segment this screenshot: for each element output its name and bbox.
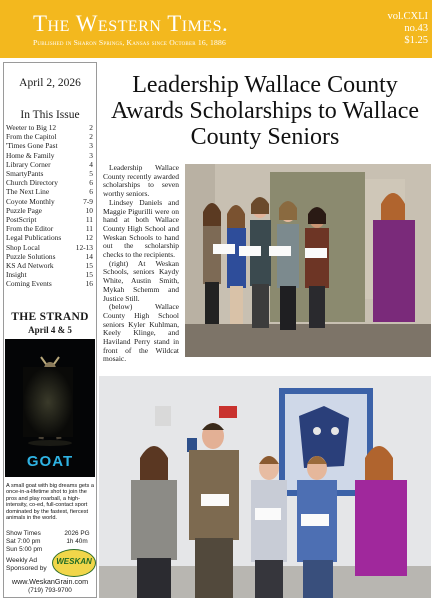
- toc-item[interactable]: [6, 151, 94, 160]
- group-photo-image: [185, 164, 431, 357]
- toc-item-page: 6: [89, 187, 93, 197]
- toc-item-page: 15: [85, 270, 93, 280]
- toc-item[interactable]: [6, 224, 94, 233]
- toc-item-page: 11: [85, 224, 93, 234]
- toc-item-title: Library Corner: [6, 159, 51, 169]
- issue-date: April 2, 2026: [19, 77, 81, 89]
- toc-item-page: 7-9: [83, 196, 93, 206]
- toc-item[interactable]: [6, 206, 94, 215]
- toc-item-title: SmartyPants: [6, 169, 44, 179]
- movie-rating: [60, 530, 94, 546]
- showtimes-label: Show Times: [6, 530, 41, 537]
- movie-title: GOAT: [26, 453, 74, 470]
- sidebar: [3, 62, 97, 598]
- article-paragraph: Leadership Wallace County recently awarded scholarships to seven worthy seniors.: [103, 163, 179, 199]
- rating-label: 2026 PG: [64, 530, 90, 537]
- sponsor-website[interactable]: www.WeskanGrain.com: [11, 577, 89, 586]
- toc-item-page: 11: [85, 215, 93, 225]
- toc-item-page: 16: [85, 279, 93, 289]
- newspaper-title: The Western Times.: [33, 11, 229, 36]
- toc-item-title: PostScript: [6, 215, 37, 225]
- toc-item[interactable]: [6, 233, 94, 242]
- sponsor-phone: (719) 793-9700: [28, 587, 72, 594]
- toc-item[interactable]: [6, 252, 94, 261]
- toc-item[interactable]: [6, 123, 94, 132]
- toc-item-title: KS Ad Network: [6, 261, 54, 271]
- toc-item[interactable]: [6, 279, 94, 288]
- toc-item-page: 15: [85, 261, 93, 271]
- toc-item[interactable]: [6, 169, 94, 178]
- toc-item-page: 3: [89, 141, 93, 151]
- toc-item-title: Weeter to Big 12: [6, 123, 57, 132]
- toc-item-title: Coming Events: [6, 279, 52, 289]
- toc-item-page: 6: [89, 178, 93, 188]
- poster-spotlight: [23, 367, 73, 437]
- toc-item-page: 2: [89, 132, 93, 142]
- toc-item-title: 'Times Gone Past: [6, 141, 58, 151]
- volume-label: vol.CXLI: [387, 11, 428, 22]
- toc-item[interactable]: [6, 215, 94, 224]
- toc-item-title: Church Directory: [6, 178, 58, 188]
- newspaper-subtitle: Published in Sharon Springs, Kansas since October 16, 1886: [33, 38, 227, 47]
- article-body: [103, 164, 179, 364]
- toc-item-title: Legal Publications: [6, 233, 62, 243]
- toc-item-title: From the Editor: [6, 224, 54, 234]
- table-of-contents: [6, 123, 94, 289]
- toc-item-title: Insight: [6, 270, 27, 280]
- article-paragraph: (right) At Weskan Schools, seniors Kaydy White, Austin Smith, Mykah Schemm and Justice Still.: [103, 258, 179, 303]
- toc-item-page: 10: [85, 205, 93, 215]
- showtime: Sun 5:00 pm: [6, 546, 43, 553]
- toc-item[interactable]: [6, 270, 94, 279]
- toc-item[interactable]: [6, 178, 94, 187]
- toc-item-page: 12: [85, 233, 93, 243]
- weskan-logo-text: WESKAN: [56, 557, 92, 566]
- theater-name: THE STRAND: [11, 311, 89, 323]
- toc-item-page: 14: [85, 251, 93, 261]
- masthead: [0, 0, 432, 58]
- toc-heading: In This Issue: [20, 109, 80, 121]
- toc-item[interactable]: [6, 187, 94, 196]
- toc-item-page: 12-13: [75, 242, 93, 252]
- toc-item[interactable]: [6, 261, 94, 270]
- toc-item[interactable]: [6, 132, 94, 141]
- price-label: $1.25: [404, 35, 428, 46]
- toc-item-title: Coyote Monthly: [6, 196, 55, 206]
- theater-dates: April 4 & 5: [28, 325, 72, 335]
- toc-item-page: 4: [89, 159, 93, 169]
- toc-item-title: Home & Family: [6, 150, 55, 160]
- movie-synopsis: A small goat with big dreams gets a once-in-a-lifetime shot to join the pros and play roarball, a high-intensity, co-ed, full-contact sport dominated by the fastest, fiercest animals in the world.: [6, 483, 94, 522]
- showtime: Sat 7:00 pm: [6, 538, 41, 545]
- toc-item-title: From the Capitol: [6, 132, 57, 142]
- weskan-logo: [52, 549, 96, 577]
- toc-item[interactable]: [6, 141, 94, 150]
- runtime-label: 1h 40m: [66, 538, 88, 545]
- article-paragraph: Lindsey Daniels and Maggie Pigurilli were on hand at both Wallace County High School and Weskan Schools to hand out the scholarship checks to the recipients.: [103, 197, 179, 260]
- article-headline: Leadership Wallace County Awards Scholarships to Wallace County Seniors: [110, 72, 419, 150]
- toc-item[interactable]: [6, 160, 94, 169]
- toc-item[interactable]: [6, 197, 94, 206]
- photo-wchs-seniors: [99, 376, 431, 598]
- toc-item-title: Puzzle Page: [6, 205, 42, 215]
- toc-item-title: The Next Line: [6, 187, 50, 197]
- number-label: no.43: [404, 23, 428, 34]
- article-paragraph: (below) Wallace County High School seniors Kyler Kuhlman, Keely Klinge, and Haviland Perry stand in front of the Wildcat mosaic.: [103, 302, 179, 364]
- photo-weskan-seniors: [185, 164, 431, 357]
- issue-info: [358, 11, 428, 47]
- toc-item-page: 5: [89, 169, 93, 179]
- toc-item-page: 2: [89, 123, 93, 132]
- toc-item[interactable]: [6, 243, 94, 252]
- toc-item-title: Shop Local: [6, 242, 40, 252]
- toc-item-title: Puzzle Solutions: [6, 251, 56, 261]
- showtime-schedule: [6, 530, 56, 554]
- toc-item-page: 3: [89, 150, 93, 160]
- sponsor-label: Weekly Ad Sponsored by: [6, 557, 47, 572]
- group-photo-image: [99, 376, 431, 598]
- movie-poster: [5, 339, 95, 477]
